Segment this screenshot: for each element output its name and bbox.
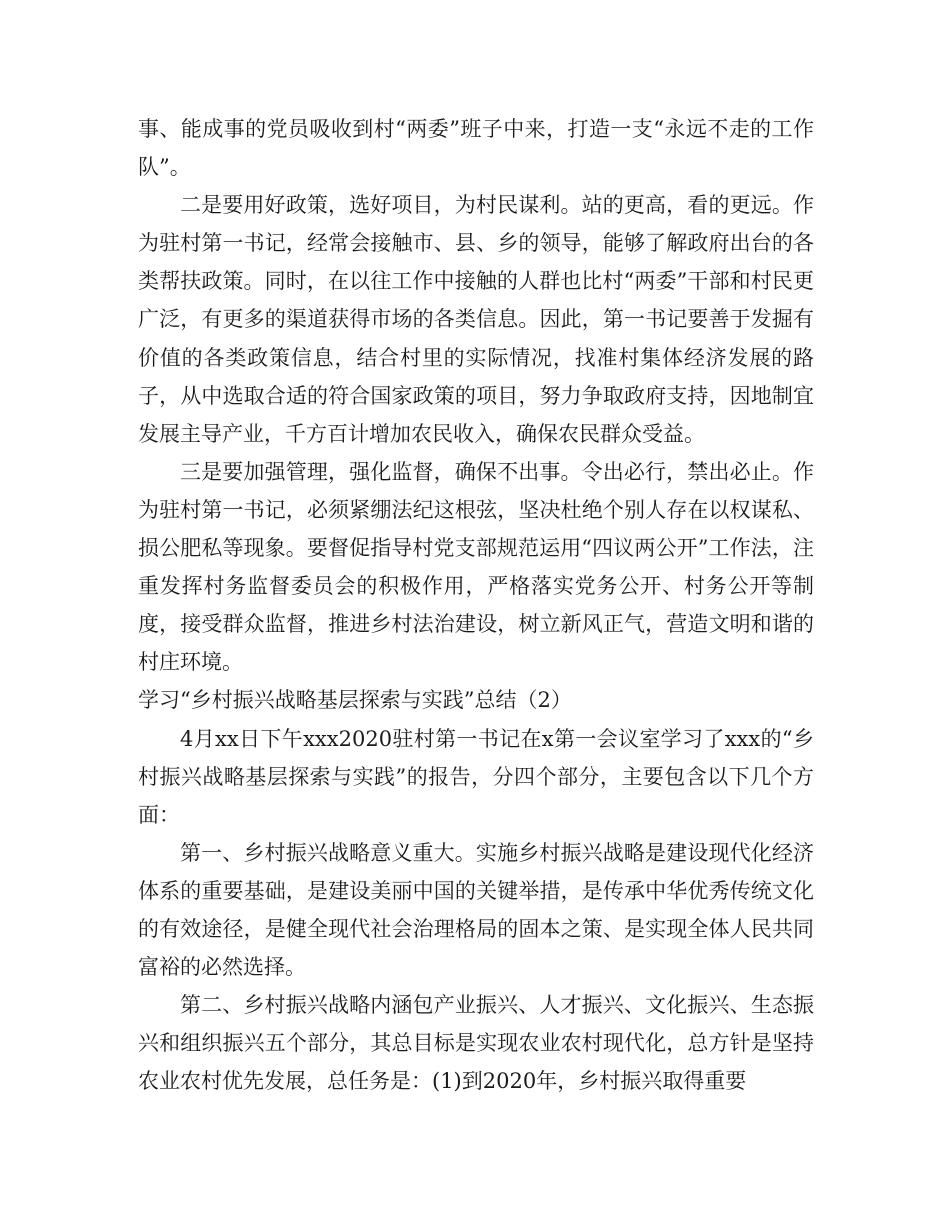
paragraph-point-one: 第一、乡村振兴战略意义重大。实施乡村振兴战略是建设现代化经济体系的重要基础，是建设美丽中国的关键举措，是传承中华优秀传统文化的有效途径，是健全现代社会治理格局的固本之策、是实现全体人民共同富裕的必然选择。 xyxy=(138,840,814,980)
document-body xyxy=(138,110,814,1100)
paragraph-management-supervision: 三是要加强管理，强化监督，确保不出事。令出必行，禁出必止。作为驻村第一书记，必须紧绷法纪这根弦，坚决杜绝个别人存在以权谋私、损公肥私等现象。要督促指导村党支部规范运用“四议两公开”工作法，注重发挥村务监督委员会的积极作用，严格落实党务公开、村务公开等制度，接受群众监督，推进乡村法治建设，树立新风正气，营造文明和谐的村庄环境。 xyxy=(138,459,814,675)
paragraph-point-two: 第二、乡村振兴战略内涵包产业振兴、人才振兴、文化振兴、生态振兴和组织振兴五个部分，其总目标是实现农业农村现代化，总方针是坚持农业农村优先发展，总任务是：(1)到2020年，乡村振兴取得重要 xyxy=(138,993,814,1094)
section-heading: 学习“乡村振兴战略基层探索与实践”总结（2） xyxy=(138,688,572,713)
paragraph-policy-projects: 二是要用好政策，选好项目，为村民谋利。站的更高，看的更远。作为驻村第一书记，经常会接触市、县、乡的领导，能够了解政府出台的各类帮扶政策。同时，在以往工作中接触的人群也比村“两委”干部和村民更广泛，有更多的渠道获得市场的各类信息。因此，第一书记要善于发掘有价值的各类政策信息，结合村里的实际情况，找准村集体经济发展的路子，从中选取合适的符合国家政策的项目，努力争取政府支持，因地制宜发展主导产业，千方百计增加农民收入，确保农民群众受益。 xyxy=(138,193,814,446)
paragraph-continuation: 事、能成事的党员吸收到村“两委”班子中来，打造一支“永远不走的工作队”。 xyxy=(138,117,814,180)
paragraph-study-intro: 4月xx日下午xxx2020驻村第一书记在x第一会议室学习了xxx的“乡村振兴战略基层探索与实践”的报告，分四个部分，主要包含以下几个方面： xyxy=(138,726,814,827)
